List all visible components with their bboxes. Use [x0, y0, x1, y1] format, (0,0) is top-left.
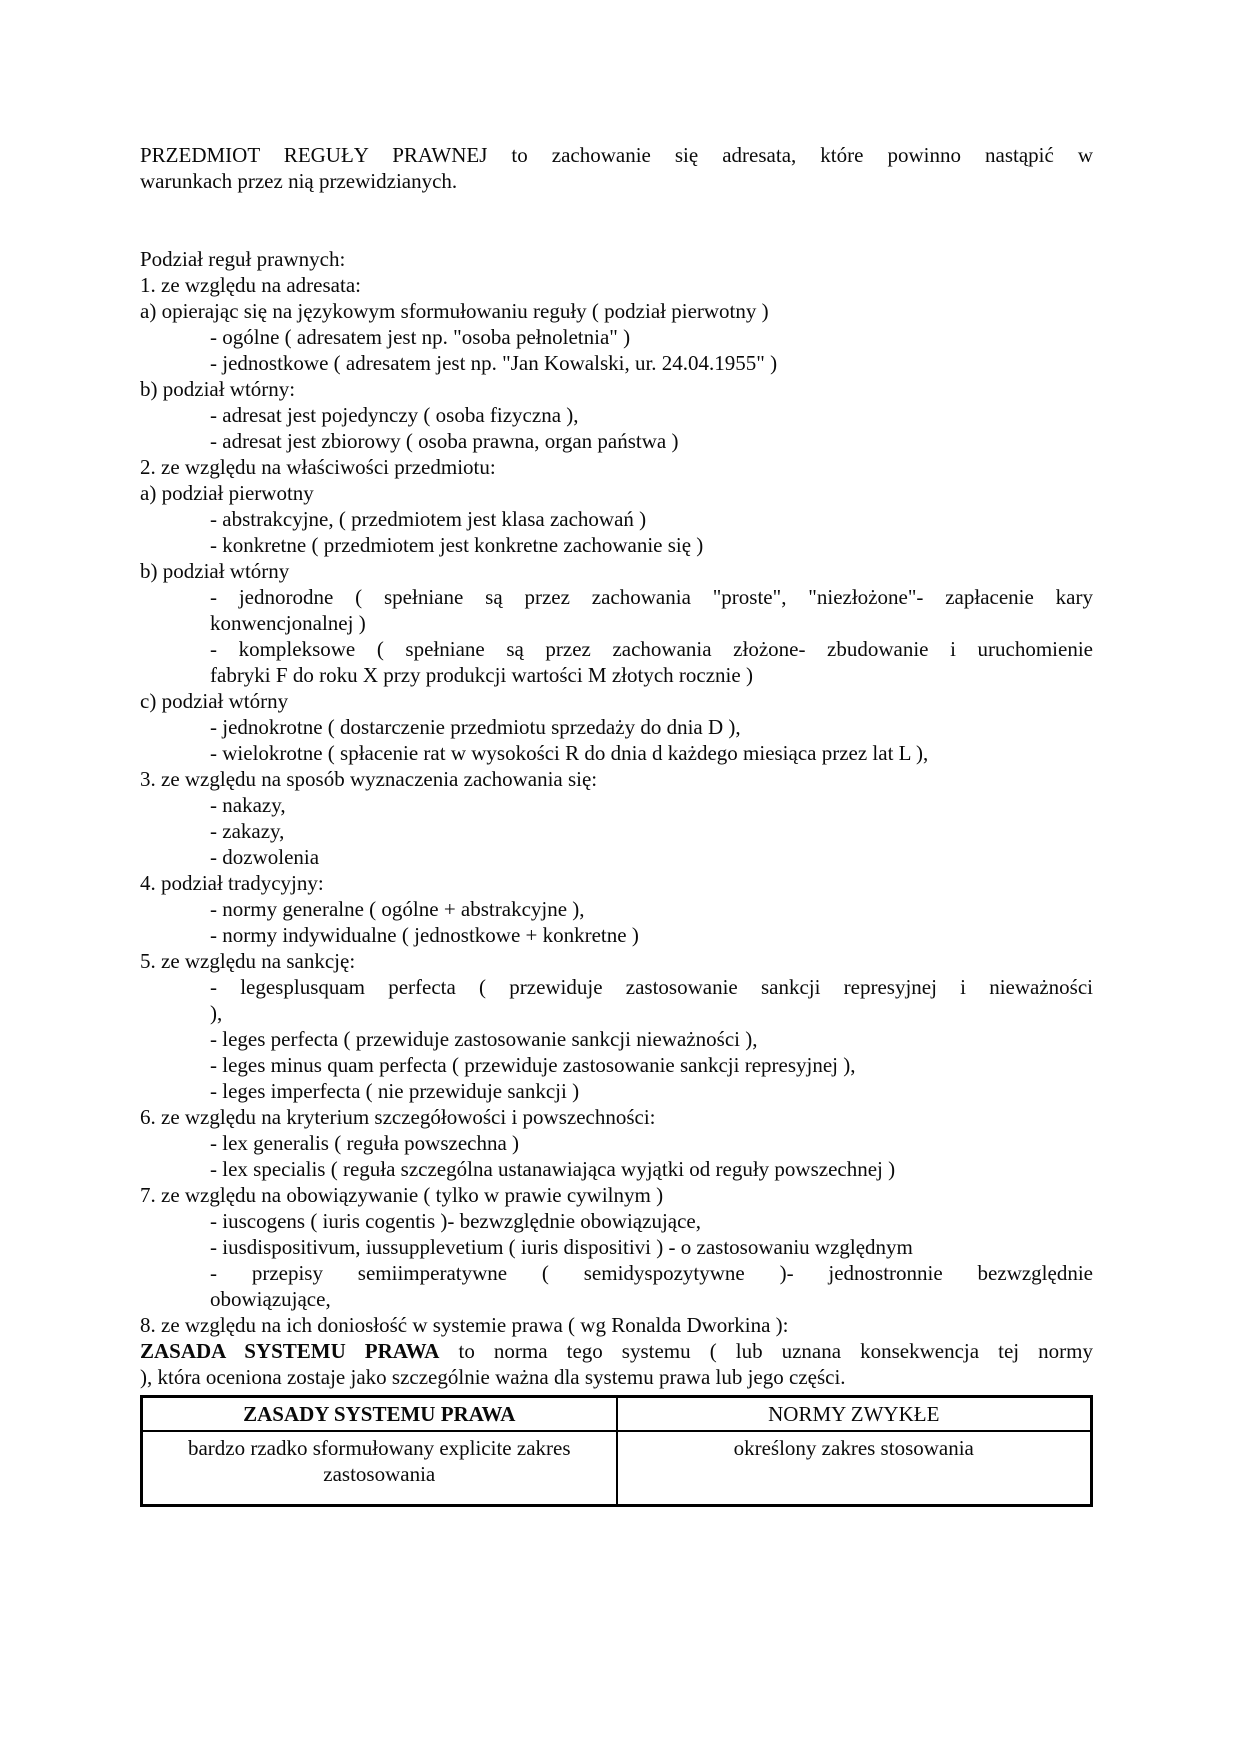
- table-header-row: [142, 1397, 1092, 1432]
- doc-line: - adresat jest zbiorowy ( osoba prawna, organ państwa ): [210, 429, 679, 453]
- doc-line: - adresat jest pojedynczy ( osoba fizyczna ),: [210, 403, 579, 427]
- doc-line: b) podział wtórny:: [140, 377, 296, 401]
- doc-line: - normy generalne ( ogólne + abstrakcyjne ),: [210, 897, 585, 921]
- doc-line: - jednokrotne ( dostarczenie przedmiotu sprzedaży do dnia D ),: [210, 715, 741, 739]
- doc-line: - lex generalis ( reguła powszechna ): [210, 1131, 520, 1155]
- doc-line: a) podział pierwotny: [140, 481, 314, 505]
- doc-line: c) podział wtórny: [140, 689, 289, 713]
- document-lines: [140, 142, 1093, 1390]
- doc-line: - przepisy semiimperatywne ( semidyspozytywne )- jednostronnie bezwzględnie: [210, 1261, 1093, 1285]
- doc-line: ), która oceniona zostaje jako szczególnie ważna dla systemu prawa lub jego części.: [140, 1365, 846, 1389]
- doc-line: Podział reguł prawnych:: [140, 247, 346, 271]
- doc-line: 5. ze względu na sankcję:: [140, 949, 356, 973]
- doc-line: 4. podział tradycyjny:: [140, 871, 324, 895]
- doc-line: - dozwolenia: [210, 845, 320, 869]
- doc-line: ZASADA SYSTEMU PRAWA to norma tego systemu ( lub uznana konsekwencja tej normy: [140, 1339, 1093, 1363]
- doc-line: PRZEDMIOT REGUŁY PRAWNEJ to zachowanie się adresata, które powinno nastąpić w: [140, 143, 1093, 167]
- doc-line: - wielokrotne ( spłacenie rat w wysokości R do dnia d każdego miesiąca przez lat L ),: [210, 741, 929, 765]
- table-header-zasady: ZASADY SYSTEMU PRAWA: [142, 1397, 617, 1432]
- table-header-normy: NORMY ZWYKŁE: [617, 1397, 1092, 1432]
- doc-line: - lex specialis ( reguła szczególna ustanawiająca wyjątki od reguły powszechnej ): [210, 1157, 896, 1181]
- rules-comparison-table: [140, 1395, 1093, 1507]
- doc-blank-line: [140, 194, 1093, 220]
- doc-line: - abstrakcyjne, ( przedmiotem jest klasa zachowań ): [210, 507, 647, 531]
- table-data-row: [142, 1431, 1092, 1506]
- doc-line: 8. ze względu na ich doniosłość w systemie prawa ( wg Ronalda Dworkina ):: [140, 1313, 789, 1337]
- doc-line: 1. ze względu na adresata:: [140, 273, 361, 297]
- doc-line: - iuscogens ( iuris cogentis )- bezwzględnie obowiązujące,: [210, 1209, 701, 1233]
- doc-line: warunkach przez nią przewidzianych.: [140, 169, 458, 193]
- doc-line: - legesplusquam perfecta ( przewiduje zastosowanie sankcji represyjnej i nieważności: [210, 975, 1093, 999]
- doc-line: - nakazy,: [210, 793, 286, 817]
- doc-line: 7. ze względu na obowiązywanie ( tylko w prawie cywilnym ): [140, 1183, 664, 1207]
- doc-line: b) podział wtórny: [140, 559, 290, 583]
- doc-line: - jednostkowe ( adresatem jest np. "Jan Kowalski, ur. 24.04.1955" ): [210, 351, 778, 375]
- doc-line: 6. ze względu na kryterium szczegółowości i powszechności:: [140, 1105, 656, 1129]
- doc-line: fabryki F do roku X przy produkcji wartości M złotych rocznie ): [210, 663, 753, 687]
- doc-line: - leges imperfecta ( nie przewiduje sankcji ): [210, 1079, 580, 1103]
- doc-line: - kompleksowe ( spełniane są przez zachowania złożone- zbudowanie i uruchomienie: [210, 637, 1093, 661]
- doc-line: - konkretne ( przedmiotem jest konkretne zachowanie się ): [210, 533, 704, 557]
- doc-line: - jednorodne ( spełniane są przez zachowania "proste", "niezłożone"- zapłacenie kary: [210, 585, 1093, 609]
- doc-line: - leges minus quam perfecta ( przewiduje zastosowanie sankcji represyjnej ),: [210, 1053, 856, 1077]
- doc-line: a) opierając się na językowym sformułowaniu reguły ( podział pierwotny ): [140, 299, 769, 323]
- doc-line: - iusdispositivum, iussupplevetium ( iuris dispositivi ) - o zastosowaniu względnym: [210, 1235, 913, 1259]
- doc-line: konwencjonalnej ): [210, 611, 366, 635]
- doc-line: - ogólne ( adresatem jest np. "osoba pełnoletnia" ): [210, 325, 631, 349]
- doc-line: 2. ze względu na właściwości przedmiotu:: [140, 455, 496, 479]
- doc-line: - leges perfecta ( przewiduje zastosowanie sankcji nieważności ),: [210, 1027, 758, 1051]
- table-cell-normy: określony zakres stosowania: [617, 1431, 1092, 1506]
- doc-line: obowiązujące,: [210, 1287, 331, 1311]
- doc-blank-line: [140, 220, 1093, 246]
- doc-line: - zakazy,: [210, 819, 285, 843]
- doc-line: ),: [210, 1001, 223, 1025]
- table-cell-zasady: bardzo rzadko sformułowany explicite zakres zastosowania: [142, 1431, 617, 1506]
- doc-line: 3. ze względu na sposób wyznaczenia zachowania się:: [140, 767, 598, 791]
- doc-line: - normy indywidualne ( jednostkowe + konkretne ): [210, 923, 639, 947]
- doc-line-bold-lead: ZASADA SYSTEMU PRAWA: [140, 1339, 440, 1363]
